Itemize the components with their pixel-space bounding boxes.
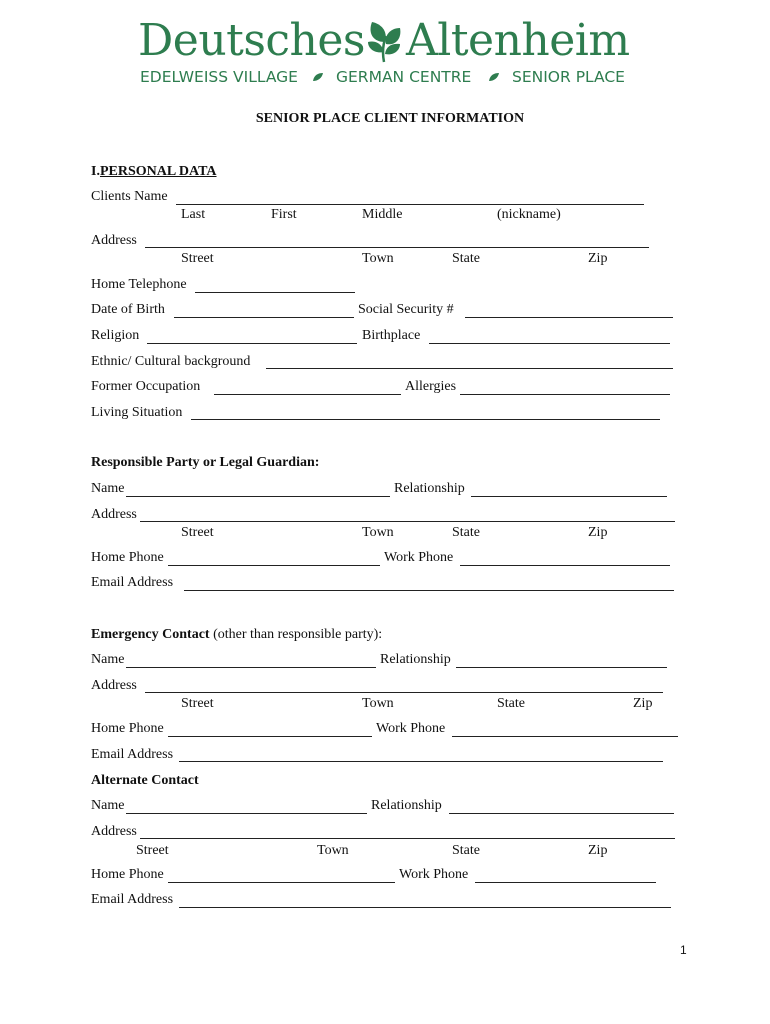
zip-caption: Zip (633, 696, 653, 711)
logo-word-1: Deutsches (138, 15, 366, 66)
zip-caption: Zip (588, 525, 608, 540)
birthplace-label: Birthplace (362, 328, 421, 343)
alternate-work-phone-label: Work Phone (399, 867, 469, 882)
logo-word-2: Altenheim (406, 15, 630, 66)
state-caption: State (497, 696, 525, 711)
state-caption: State (452, 843, 480, 858)
street-caption: Street (181, 525, 214, 540)
responsible-relationship-label: Relationship (394, 481, 465, 496)
emergency-home-phone-label: Home Phone (91, 721, 164, 736)
state-caption: State (452, 525, 480, 540)
clients-name-label: Clients Name (91, 189, 168, 204)
section-title: PERSONAL DATA (99, 164, 217, 179)
street-caption: Street (181, 696, 214, 711)
emergency-address-label: Address (91, 678, 137, 693)
edelweiss-leaf-icon (364, 18, 404, 64)
alternate-relationship-field[interactable] (449, 813, 674, 814)
state-caption: State (452, 251, 480, 266)
responsible-email-field[interactable] (184, 590, 674, 591)
zip-caption: Zip (588, 251, 608, 266)
social-security-field[interactable] (465, 317, 673, 318)
section-number: I. (91, 164, 100, 179)
living-situation-label: Living Situation (91, 405, 183, 420)
alternate-name-field[interactable] (126, 813, 367, 814)
emergency-home-phone-field[interactable] (168, 736, 372, 737)
living-situation-field[interactable] (191, 419, 660, 420)
ethnic-background-field[interactable] (266, 368, 673, 369)
ethnic-background-label: Ethnic/ Cultural background (91, 354, 251, 369)
section-heading-personal (91, 163, 217, 181)
responsible-email-label: Email Address (91, 575, 174, 590)
date-of-birth-field[interactable] (174, 317, 354, 318)
former-occupation-field[interactable] (214, 394, 401, 395)
alternate-relationship-label: Relationship (371, 798, 442, 813)
emergency-name-label: Name (91, 652, 125, 667)
alternate-name-label: Name (91, 798, 125, 813)
alternate-email-label: Email Address (91, 892, 174, 907)
logo-tagline-item-1: EDELWEISS VILLAGE (140, 68, 298, 86)
responsible-address-label: Address (91, 507, 137, 522)
religion-field[interactable] (147, 343, 357, 344)
emergency-heading-note: (other than responsible party): (213, 627, 383, 642)
emergency-relationship-label: Relationship (380, 652, 451, 667)
zip-caption: Zip (588, 843, 608, 858)
birthplace-field[interactable] (429, 343, 670, 344)
logo-wordmark (138, 12, 630, 70)
emergency-work-phone-label: Work Phone (376, 721, 446, 736)
allergies-label: Allergies (405, 379, 457, 394)
small-leaf-icon (312, 72, 324, 82)
town-caption: Town (317, 843, 349, 858)
alternate-work-phone-field[interactable] (475, 882, 656, 883)
allergies-field[interactable] (460, 394, 670, 395)
organization-logo (138, 12, 630, 90)
form-title: SENIOR PLACE CLIENT INFORMATION (255, 111, 525, 126)
emergency-email-field[interactable] (179, 761, 663, 762)
address-field[interactable] (145, 247, 649, 248)
small-leaf-icon (488, 72, 500, 82)
logo-tagline-item-2: GERMAN CENTRE (336, 68, 472, 86)
street-caption: Street (181, 251, 214, 266)
clients-name-field[interactable] (176, 204, 644, 205)
page-number: 1 (680, 943, 687, 957)
middle-name-caption: Middle (362, 207, 403, 222)
responsible-work-phone-field[interactable] (460, 565, 670, 566)
alternate-address-field[interactable] (140, 838, 675, 839)
emergency-work-phone-field[interactable] (452, 736, 678, 737)
section-heading-emergency-contact (91, 626, 382, 644)
logo-tagline-item-3: SENIOR PLACE (512, 68, 625, 86)
section-heading-responsible-party: Responsible Party or Legal Guardian: (91, 455, 320, 470)
last-name-caption: Last (181, 207, 206, 222)
responsible-relationship-field[interactable] (471, 496, 667, 497)
former-occupation-label: Former Occupation (91, 379, 201, 394)
responsible-work-phone-label: Work Phone (384, 550, 454, 565)
town-caption: Town (362, 251, 394, 266)
section-heading-alternate-contact: Alternate Contact (91, 773, 199, 788)
religion-label: Religion (91, 328, 140, 343)
emergency-name-field[interactable] (126, 667, 376, 668)
responsible-address-field[interactable] (140, 521, 675, 522)
address-label: Address (91, 233, 137, 248)
date-of-birth-label: Date of Birth (91, 302, 165, 317)
responsible-name-field[interactable] (126, 496, 390, 497)
emergency-relationship-field[interactable] (456, 667, 667, 668)
alternate-address-label: Address (91, 824, 137, 839)
alternate-home-phone-label: Home Phone (91, 867, 164, 882)
emergency-email-label: Email Address (91, 747, 174, 762)
responsible-name-label: Name (91, 481, 125, 496)
home-telephone-field[interactable] (195, 292, 355, 293)
first-name-caption: First (271, 207, 297, 222)
town-caption: Town (362, 525, 394, 540)
street-caption: Street (136, 843, 169, 858)
responsible-home-phone-label: Home Phone (91, 550, 164, 565)
alternate-email-field[interactable] (179, 907, 671, 908)
town-caption: Town (362, 696, 394, 711)
home-telephone-label: Home Telephone (91, 277, 187, 292)
logo-tagline (140, 66, 630, 88)
alternate-home-phone-field[interactable] (168, 882, 395, 883)
emergency-address-field[interactable] (145, 692, 663, 693)
social-security-label: Social Security # (358, 302, 454, 317)
emergency-heading: Emergency Contact (91, 627, 210, 642)
nickname-caption: (nickname) (497, 207, 561, 222)
responsible-home-phone-field[interactable] (168, 565, 380, 566)
